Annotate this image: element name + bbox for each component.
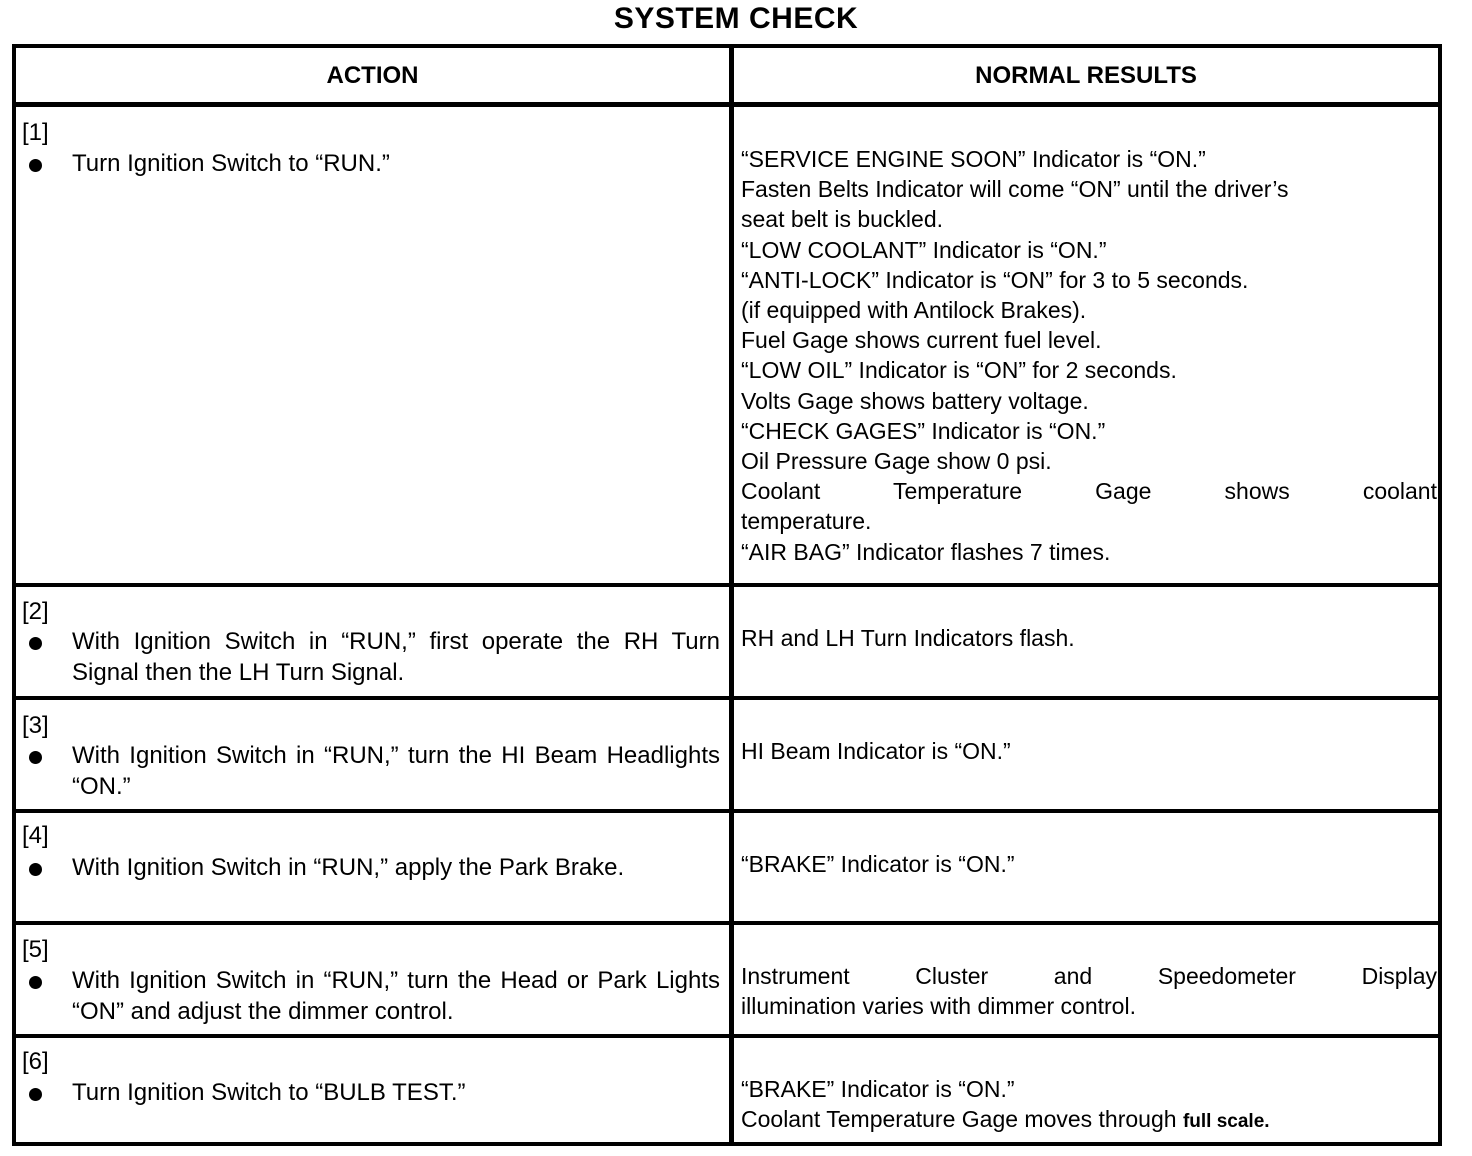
action-text: Turn Ignition Switch to “BULB TEST.” [72,1079,466,1106]
bullet-icon [29,637,42,650]
result-line: “SERVICE ENGINE SOON” Indicator is “ON.” [741,146,1206,172]
bullet-icon [29,159,42,172]
step-number: [5] [22,936,49,963]
table-row [16,700,1438,809]
action-text: Turn Ignition Switch to “RUN.” [72,150,390,177]
table-row [16,107,1438,583]
page-title: SYSTEM CHECK [613,2,859,35]
result-line: “BRAKE” Indicator is “ON.” [741,1076,1015,1102]
result-line: temperature. [741,508,872,535]
step-number: [1] [22,119,49,146]
result-line: “LOW COOLANT” Indicator is “ON.” [741,236,1107,263]
result-text [741,961,1437,1021]
result-text [741,849,1437,879]
result-line: Oil Pressure Gage show 0 psi. [741,448,1052,475]
result-line: Coolant Temperature Gage shows coolant [741,478,1437,505]
header-action: ACTION [326,62,419,89]
action-text: With Ignition Switch in “RUN,” turn the HI Beam Headlights “ON.” [72,742,720,800]
result-line: (if equipped with Antilock Brakes). [741,297,1087,324]
step-number: [4] [22,822,49,849]
step-number: [3] [22,712,49,739]
bullet-icon [29,863,42,876]
result-line: illumination varies with dimmer control. [741,993,1136,1020]
step-number: [6] [22,1048,49,1075]
result-line-part: Coolant Temperature Gage moves through [741,1106,1177,1133]
table-row [16,813,1438,921]
result-line: “AIR BAG” Indicator flashes 7 times. [741,538,1111,565]
table-row [16,1038,1438,1142]
header-normal-results: NORMAL RESULTS [975,62,1197,89]
result-text [741,623,1437,653]
result-line: Fuel Gage shows current fuel level. [741,327,1102,354]
action-text: With Ignition Switch in “RUN,” first operate the RH Turn Signal then the LH Turn Signal. [72,628,720,686]
result-line: HI Beam Indicator is “ON.” [741,738,1011,764]
bullet-icon [29,1088,42,1101]
result-line: “LOW OIL” Indicator is “ON” for 2 seconds. [741,357,1177,384]
result-line-small: full scale. [1182,1111,1270,1133]
result-line: Instrument Cluster and Speedometer Display [741,963,1437,989]
table-row [16,587,1438,696]
result-line: Fasten Belts Indicator will come “ON” until the driver’s [741,176,1289,203]
result-line: “CHECK GAGES” Indicator is “ON.” [741,417,1106,444]
result-line: RH and LH Turn Indicators flash. [741,625,1075,651]
result-line: “ANTI-LOCK” Indicator is “ON” for 3 to 5 seconds. [741,266,1249,293]
result-line: “BRAKE” Indicator is “ON.” [741,851,1015,877]
result-text [741,1074,1437,1137]
result-text [741,144,1437,567]
result-line [741,1104,1437,1137]
result-line: seat belt is buckled. [741,206,944,233]
action-text: With Ignition Switch in “RUN,” apply the Park Brake. [72,854,625,881]
bullet-icon [29,751,42,764]
action-text: With Ignition Switch in “RUN,” turn the Head or Park Lights “ON” and adjust the dimmer control. [72,967,720,1025]
table-row [16,925,1438,1034]
step-number: [2] [22,598,49,625]
result-line: Volts Gage shows battery voltage. [741,387,1089,414]
bullet-icon [29,976,42,989]
system-check-table [12,44,1442,1146]
result-text [741,736,1437,766]
